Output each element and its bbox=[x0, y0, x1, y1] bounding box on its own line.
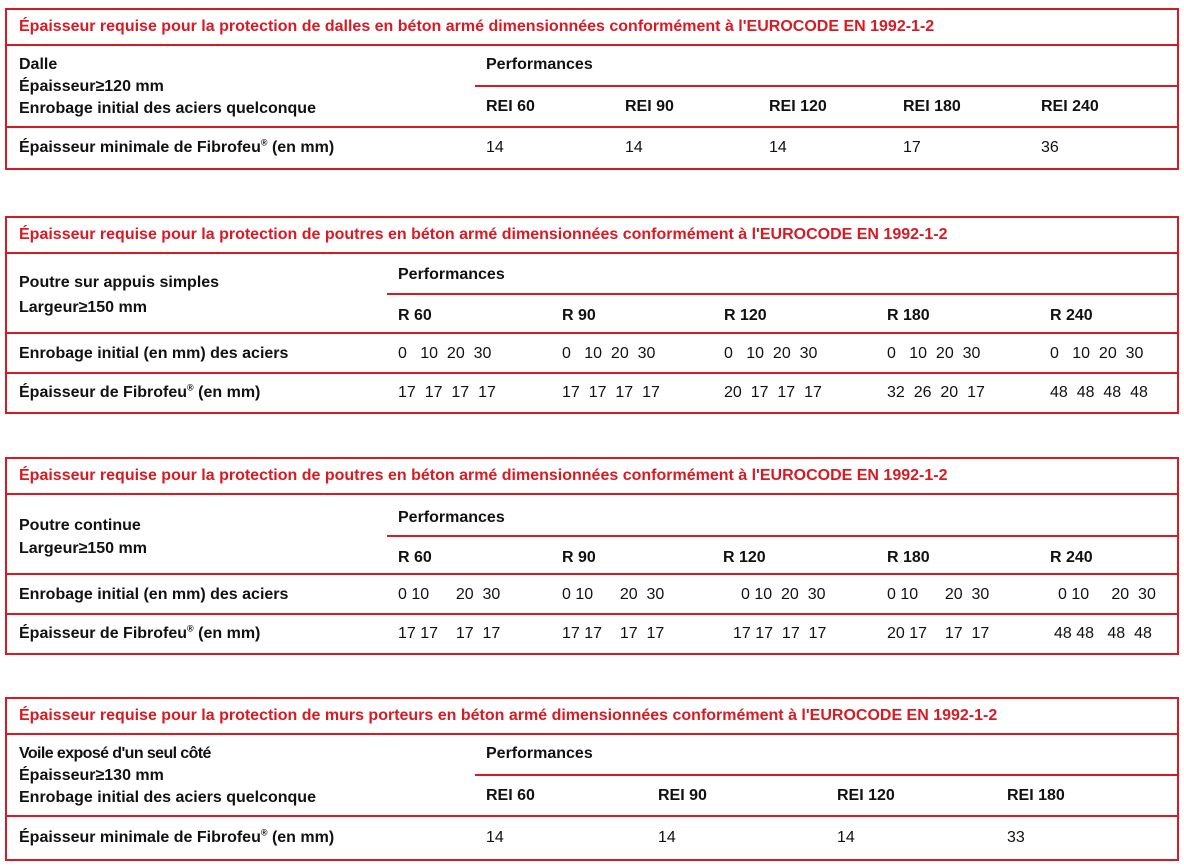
value-cell: 33 bbox=[1007, 829, 1025, 846]
value-cell: 0 10 20 30 bbox=[398, 345, 492, 362]
row-label: Enrobage initial (en mm) des aciers bbox=[19, 345, 289, 362]
row-label-text: Épaisseur de Fibrofeu bbox=[19, 384, 188, 401]
col-header: R 120 bbox=[723, 549, 766, 566]
row-label-unit: (en mm) bbox=[271, 829, 335, 846]
col-header: REI 60 bbox=[486, 98, 535, 115]
row-label-unit: (en mm) bbox=[198, 384, 261, 401]
cover-row bbox=[7, 334, 1177, 374]
col-header: R 60 bbox=[398, 549, 432, 566]
performances-heading: Performances bbox=[486, 56, 593, 73]
cover-row bbox=[7, 575, 1177, 615]
table-dalles bbox=[5, 8, 1179, 170]
col-header: REI 90 bbox=[658, 787, 707, 804]
registered-mark: ® bbox=[260, 137, 268, 148]
value-cell: 20 17 17 17 bbox=[887, 625, 990, 642]
table-title: Épaisseur requise pour la protection de murs porteurs en béton armé dimensionnées conformément à l'EUROCODE EN 1992-1-2 bbox=[7, 699, 1177, 735]
value-cell: 32 26 20 17 bbox=[887, 384, 985, 401]
value-cell: 36 bbox=[1041, 139, 1059, 156]
row-label-text: Épaisseur minimale de Fibrofeu bbox=[19, 139, 261, 156]
header-row bbox=[7, 254, 1177, 334]
divider bbox=[387, 535, 1177, 537]
value-cell: 20 17 17 17 bbox=[724, 384, 822, 401]
thickness-row bbox=[7, 374, 1177, 412]
row-label: Enrobage initial (en mm) des aciers bbox=[19, 586, 289, 603]
value-cell: 17 17 17 17 bbox=[398, 625, 501, 642]
value-cell: 14 bbox=[769, 139, 787, 156]
col-header: R 90 bbox=[562, 549, 596, 566]
thickness-row bbox=[7, 615, 1177, 653]
row-label-text: Épaisseur de Fibrofeu bbox=[19, 625, 188, 642]
col-header: R 240 bbox=[1050, 307, 1093, 324]
value-cell: 0 10 20 30 bbox=[724, 345, 818, 362]
registered-mark: ® bbox=[260, 827, 268, 838]
registered-mark: ® bbox=[187, 382, 194, 393]
value-cell: 48 48 48 48 bbox=[1054, 625, 1152, 642]
element-thickness: Épaisseur≥120 mm bbox=[19, 78, 164, 95]
value-cell: 48 48 48 48 bbox=[1050, 384, 1148, 401]
row-label bbox=[19, 828, 334, 848]
value-cell: 17 17 17 17 bbox=[398, 384, 496, 401]
header-row bbox=[7, 735, 1177, 817]
table-title: Épaisseur requise pour la protection de poutres en béton armé dimensionnées conformément à l'EUROCODE EN 1992-1-2 bbox=[7, 459, 1177, 495]
col-header: REI 60 bbox=[486, 787, 535, 804]
col-header: R 240 bbox=[1050, 549, 1093, 566]
divider bbox=[475, 85, 1177, 87]
col-header: REI 180 bbox=[903, 98, 961, 115]
value-cell: 14 bbox=[837, 829, 855, 846]
col-header: R 90 bbox=[562, 307, 596, 324]
col-header: R 180 bbox=[887, 307, 930, 324]
registered-mark: ® bbox=[187, 623, 194, 634]
value-cell: 17 17 17 17 bbox=[562, 625, 665, 642]
divider bbox=[475, 774, 1177, 776]
row-label bbox=[19, 138, 334, 158]
table-murs-porteurs bbox=[5, 697, 1179, 861]
value-cell: 14 bbox=[625, 139, 643, 156]
performances-heading: Performances bbox=[398, 509, 505, 526]
value-cell: 14 bbox=[486, 139, 504, 156]
value-cell: 17 bbox=[903, 139, 921, 156]
col-header: R 60 bbox=[398, 307, 432, 324]
value-cell: 0 10 20 30 bbox=[1050, 345, 1144, 362]
element-cover: Enrobage initial des aciers quelconque bbox=[19, 100, 316, 117]
row-label-text: Épaisseur minimale de Fibrofeu bbox=[19, 829, 261, 846]
header-row bbox=[7, 495, 1177, 575]
value-cell: 0 10 20 30 bbox=[887, 345, 981, 362]
col-header: REI 120 bbox=[769, 98, 827, 115]
element-cover: Enrobage initial des aciers quelconque bbox=[19, 789, 316, 806]
value-cell: 0 10 20 30 bbox=[1058, 586, 1156, 603]
element-label: Poutre sur appuis simples bbox=[19, 274, 220, 291]
element-label: Poutre continue bbox=[19, 517, 141, 534]
value-cell: 0 10 20 30 bbox=[562, 345, 656, 362]
value-cell: 0 10 20 30 bbox=[562, 586, 665, 603]
element-width: Largeur≥150 mm bbox=[19, 540, 147, 557]
table-poutres-continues bbox=[5, 457, 1179, 655]
element-label: Dalle bbox=[19, 56, 58, 73]
header-row bbox=[7, 46, 1177, 128]
col-header: REI 90 bbox=[625, 98, 674, 115]
col-header: R 120 bbox=[724, 307, 767, 324]
value-cell: 14 bbox=[486, 829, 504, 846]
row-label-unit: (en mm) bbox=[198, 625, 261, 642]
row-label bbox=[19, 624, 260, 644]
table-title: Épaisseur requise pour la protection de poutres en béton armé dimensionnées conformément à l'EUROCODE EN 1992-1-2 bbox=[7, 218, 1177, 254]
col-header: REI 180 bbox=[1007, 787, 1065, 804]
thickness-row bbox=[7, 128, 1177, 168]
value-cell: 0 10 20 30 bbox=[398, 586, 501, 603]
element-width: Largeur≥150 mm bbox=[19, 299, 147, 316]
divider bbox=[387, 293, 1177, 295]
row-label bbox=[19, 383, 260, 403]
value-cell: 0 10 20 30 bbox=[887, 586, 990, 603]
table-title: Épaisseur requise pour la protection de dalles en béton armé dimensionnées conformément à l'EUROCODE EN 1992-1-2 bbox=[7, 10, 1177, 46]
element-label: Voile exposé d'un seul côté bbox=[19, 745, 211, 762]
value-cell: 14 bbox=[658, 829, 676, 846]
col-header: REI 120 bbox=[837, 787, 895, 804]
thickness-row bbox=[7, 817, 1177, 859]
value-cell: 17 17 17 17 bbox=[733, 625, 827, 642]
value-cell: 0 10 20 30 bbox=[741, 586, 826, 603]
table-poutres-simples bbox=[5, 216, 1179, 414]
value-cell: 17 17 17 17 bbox=[562, 384, 660, 401]
col-header: R 180 bbox=[887, 549, 930, 566]
col-header: REI 240 bbox=[1041, 98, 1099, 115]
performances-heading: Performances bbox=[398, 266, 505, 283]
element-thickness: Épaisseur≥130 mm bbox=[19, 767, 164, 784]
row-label-unit: (en mm) bbox=[271, 139, 335, 156]
performances-heading: Performances bbox=[486, 745, 593, 762]
